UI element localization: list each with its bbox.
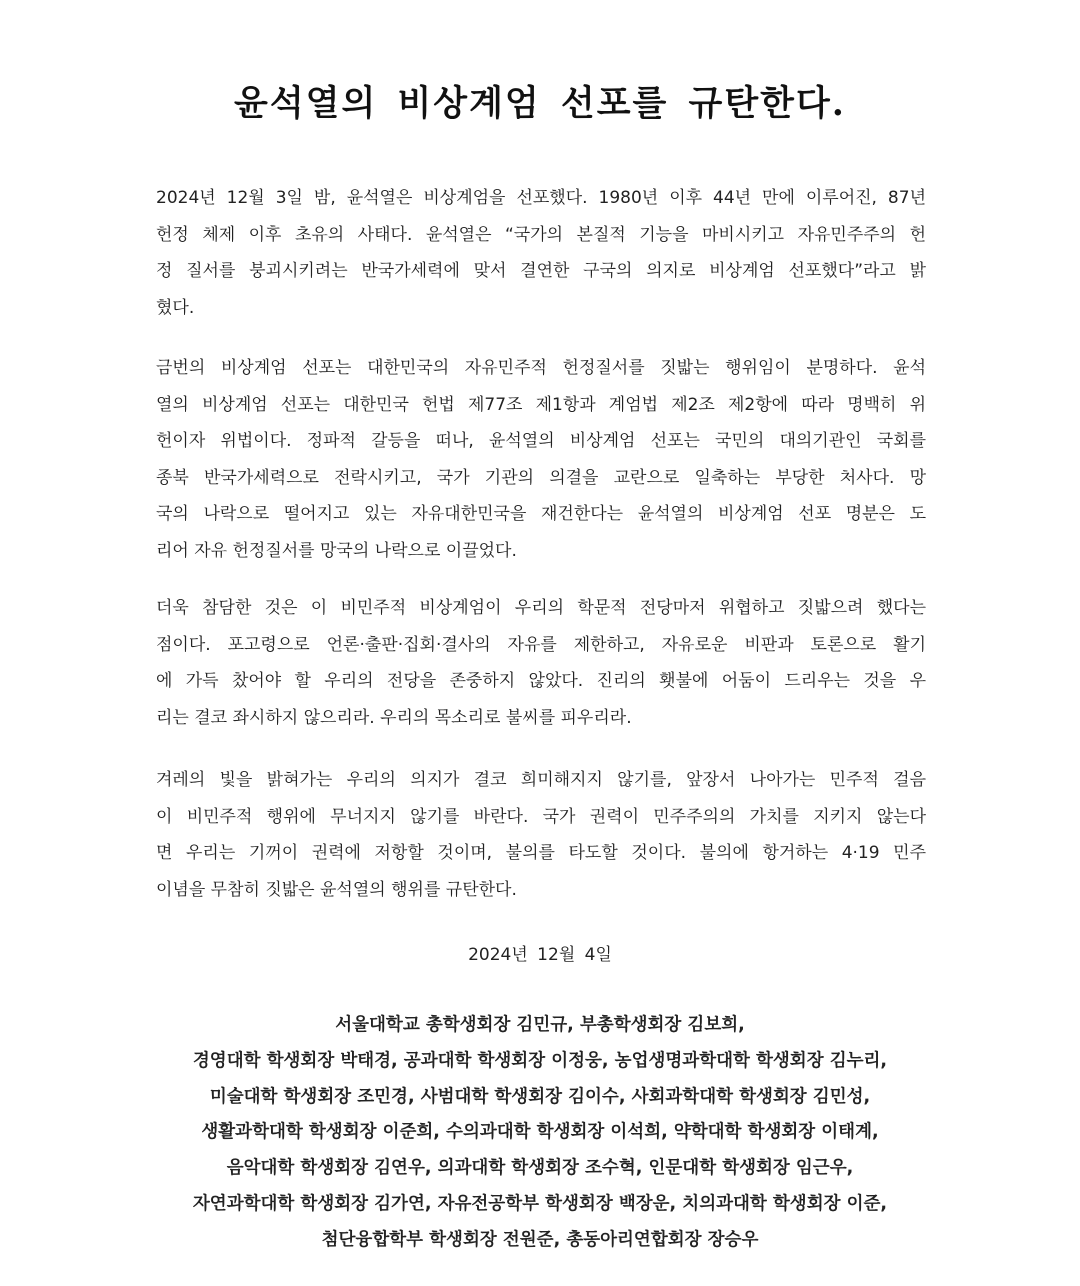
signature-line: 자연과학대학 학생회장 김가연, 자유전공학부 학생회장 백장운, 치의과대학 학생회장 이준, <box>192 1193 888 1214</box>
paragraph-line: 리어 자유 헌정질서를 망국의 나락으로 이끌었다. <box>156 540 517 561</box>
paragraph-line: 국의 나락으로 떨어지고 있는 자유대한민국을 재건한다는 윤석열의 비상계엄 선포 명분은 도 <box>156 504 926 524</box>
paragraph-line: 헌이자 위법이다. 정파적 갈등을 떠나, 윤석열의 비상계엄 선포는 국민의 대의기관인 국회를 <box>156 431 926 451</box>
paragraph-line: 리는 결코 좌시하지 않으리라. 우리의 목소리로 불씨를 피우리라. <box>156 707 632 728</box>
signature-line: 미술대학 학생회장 조민경, 사범대학 학생회장 김이수, 사회과학대학 학생회장 김민성, <box>209 1086 871 1107</box>
paragraph-line: 겨레의 빛을 밝혀가는 우리의 의지가 결코 희미해지지 않기를, 앞장서 나아가는 민주적 걸음 <box>156 770 926 790</box>
signature-line: 서울대학교 총학생회장 김민규, 부총학생회장 김보희, <box>335 1015 745 1035</box>
signature-line: 생활과학대학 학생회장 이준희, 수의과대학 학생회장 이석희, 약학대학 학생회장 이태계, <box>201 1122 879 1143</box>
paragraph-line: 더욱 참담한 것은 이 비민주적 비상계엄이 우리의 학문적 전당마저 위협하고 짓밟으려 했다는 <box>156 598 926 618</box>
paragraph-line: 이념을 무참히 짓밟은 윤석열의 행위를 규탄한다. <box>156 879 517 900</box>
paragraph-3 <box>156 590 926 736</box>
paragraph-line: 정 질서를 붕괴시키려는 반국가세력에 맞서 결연한 구국의 의지로 비상계엄 선포했다”라고 밝 <box>156 261 926 281</box>
paragraph-line: 헌정 체제 이후 초유의 사태다. 윤석열은 “국가의 본질적 기능을 마비시키고 자유민주주의 헌 <box>156 224 927 245</box>
paragraph-line: 혔다. <box>156 297 195 318</box>
signature-line: 첨단융합학부 학생회장 전원준, 총동아리연합회장 장승우 <box>321 1229 759 1250</box>
signature-line: 경영대학 학생회장 박태경, 공과대학 학생회장 이정웅, 농업생명과학대학 학생회장 김누리, <box>192 1050 888 1071</box>
paragraph-line: 에 가득 찼어야 할 우리의 전당을 존중하지 않았다. 진리의 횃불에 어둠이 드리우는 것을 우 <box>156 671 926 691</box>
signature-line: 음악대학 학생회장 김연우, 의과대학 학생회장 조수혁, 인문대학 학생회장 임근우, <box>226 1158 854 1179</box>
document-title: 윤석열의 비상계엄 선포를 규탄한다. <box>234 83 846 124</box>
paragraph-line: 이 비민주적 행위에 무너지지 않기를 바란다. 국가 권력이 민주주의의 가치를 지키지 않는다 <box>156 806 926 827</box>
signatures-block <box>0 1008 1080 1259</box>
paragraph-2 <box>156 350 926 569</box>
paragraph-line: 점이다. 포고령으로 언론·출판·집회·결사의 자유를 제한하고, 자유로운 비판과 토론으로 활기 <box>156 634 926 655</box>
paragraph-line: 종북 반국가세력으로 전락시키고, 국가 기관의 의결을 교란으로 일축하는 부당한 처사다. 망 <box>156 467 926 488</box>
paragraph-line: 면 우리는 기꺼이 권력에 저항할 것이며, 불의를 타도할 것이다. 불의에 항거하는 4·19 민주 <box>156 843 926 863</box>
paragraph-4 <box>156 762 926 908</box>
paragraph-line: 열의 비상계엄 선포는 대한민국 헌법 제77조 제1항과 계엄법 제2조 제2항에 따라 명백히 위 <box>156 394 926 415</box>
paragraph-line: 금번의 비상계엄 선포는 대한민국의 자유민주적 헌정질서를 짓밟는 행위임이 분명하다. 윤석 <box>156 358 926 378</box>
paragraph-line: 2024년 12월 3일 밤, 윤석열은 비상계엄을 선포했다. 1980년 이후 44년 만에 이루어진, 87년 <box>156 188 926 208</box>
paragraph-1 <box>156 180 926 326</box>
document-date: 2024년 12월 4일 <box>468 945 612 965</box>
